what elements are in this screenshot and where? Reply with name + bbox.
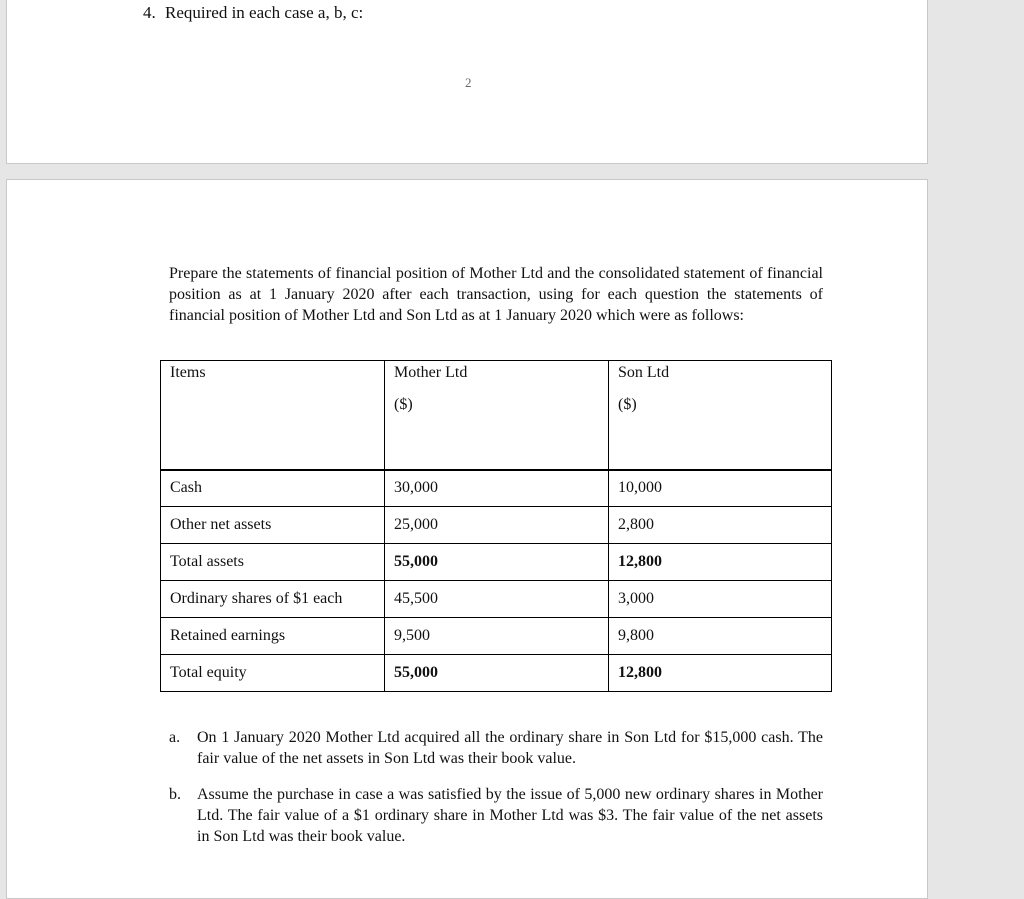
table-row bbox=[161, 581, 832, 618]
list-item bbox=[169, 727, 823, 769]
row-son-value: 9,800 bbox=[609, 618, 832, 655]
table-row bbox=[161, 618, 832, 655]
header-mother-label: Mother Ltd bbox=[394, 364, 468, 381]
row-item: Other net assets bbox=[161, 507, 385, 544]
table-header-row bbox=[161, 361, 832, 470]
question-text: Assume the purchase in case a was satisfied by the issue of 5,000 new ordinary shares in Mother Ltd. The fair value of a $1 ordinary share in Mother Ltd was $3. The fair value of the net assets in Son Ltd was their book value. bbox=[197, 786, 823, 845]
row-mother-value: 30,000 bbox=[385, 470, 609, 507]
list-item bbox=[169, 784, 823, 847]
row-item: Total assets bbox=[161, 544, 385, 581]
table-row bbox=[161, 507, 832, 544]
header-son-ltd bbox=[609, 361, 832, 470]
row-son-value: 12,800 bbox=[609, 655, 832, 692]
row-son-value: 12,800 bbox=[609, 544, 832, 581]
header-son-label: Son Ltd bbox=[618, 364, 670, 381]
row-mother-value: 25,000 bbox=[385, 507, 609, 544]
table-row bbox=[161, 544, 832, 581]
table-row bbox=[161, 655, 832, 692]
table-row bbox=[161, 470, 832, 507]
header-mother-ltd bbox=[385, 361, 609, 470]
document-page-2 bbox=[6, 179, 928, 899]
question-label: b. bbox=[169, 786, 181, 803]
heading-number: 4. bbox=[143, 3, 156, 22]
header-son-unit: ($) bbox=[618, 396, 637, 413]
row-item: Cash bbox=[161, 470, 385, 507]
heading-text: Required in each case a, b, c: bbox=[165, 3, 364, 22]
header-mother-unit: ($) bbox=[394, 396, 413, 413]
question-list bbox=[169, 727, 823, 862]
document-page-1 bbox=[6, 0, 928, 164]
row-item: Total equity bbox=[161, 655, 385, 692]
page-number: 2 bbox=[465, 75, 472, 90]
row-item: Ordinary shares of $1 each bbox=[161, 581, 385, 618]
question-label: a. bbox=[169, 729, 181, 746]
row-mother-value: 45,500 bbox=[385, 581, 609, 618]
financial-position-table bbox=[160, 360, 832, 692]
row-item: Retained earnings bbox=[161, 618, 385, 655]
row-mother-value: 55,000 bbox=[385, 544, 609, 581]
required-heading bbox=[143, 3, 363, 23]
row-mother-value: 9,500 bbox=[385, 618, 609, 655]
row-son-value: 2,800 bbox=[609, 507, 832, 544]
row-mother-value: 55,000 bbox=[385, 655, 609, 692]
question-text: On 1 January 2020 Mother Ltd acquired all the ordinary share in Son Ltd for $15,000 cash. The fair value of the net assets in Son Ltd was their book value. bbox=[197, 729, 823, 767]
row-son-value: 3,000 bbox=[609, 581, 832, 618]
header-items: Items bbox=[161, 361, 385, 470]
row-son-value: 10,000 bbox=[609, 470, 832, 507]
intro-paragraph: Prepare the statements of financial position of Mother Ltd and the consolidated statement of financial position as at 1 January 2020 after each transaction, using for each question the statements of financial position of Mother Ltd and Son Ltd as at 1 January 2020 which were as follows: bbox=[169, 265, 823, 324]
